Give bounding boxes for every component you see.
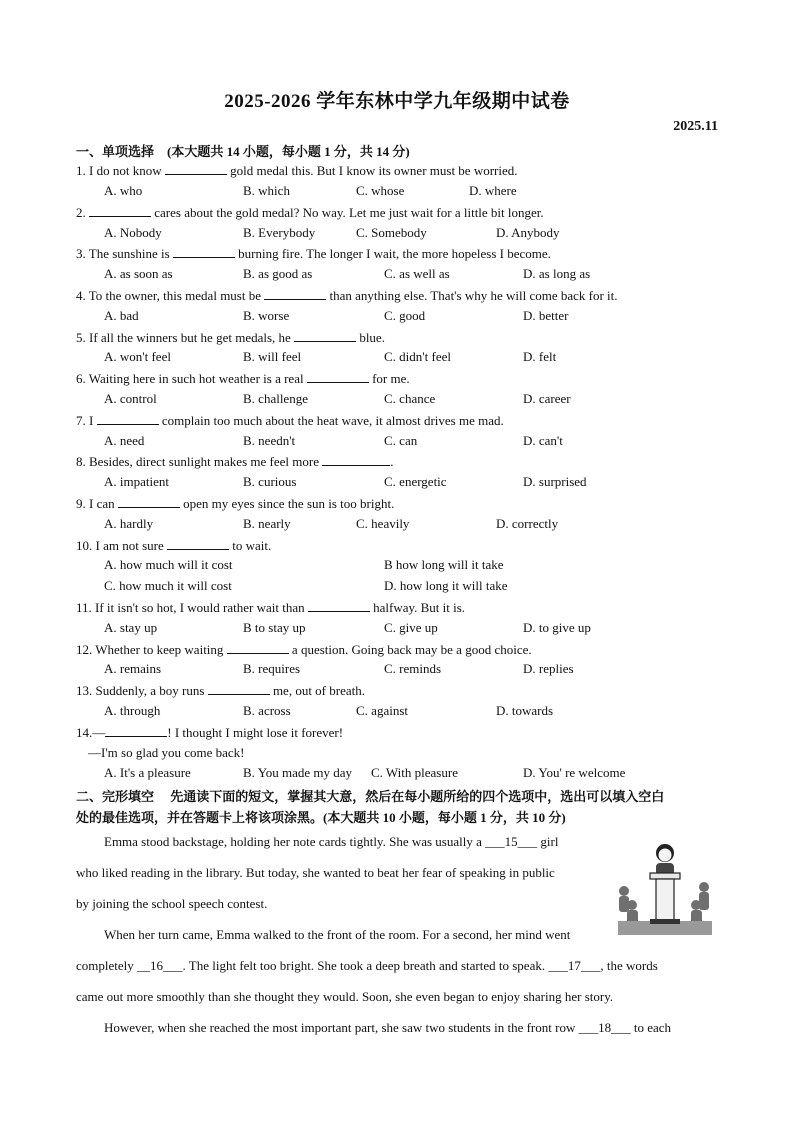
option-c: C. reminds — [384, 661, 442, 676]
option-d: D. Anybody — [496, 225, 560, 240]
question-stem: 6. Waiting here in such hot weather is a real — [76, 371, 304, 386]
passage-line: However, when she reached the most important part, she saw two students in the front row ___18___ to each — [104, 1020, 672, 1035]
question-stem: 14.— — [76, 725, 106, 740]
section-1-heading — [76, 141, 410, 160]
option-b: B. requires — [243, 661, 301, 676]
passage-line: by joining the school speech contest. — [76, 896, 268, 911]
option-b: B. challenge — [243, 391, 308, 406]
question-stem: 3. The sunshine is — [76, 246, 170, 261]
option-b: B. will feel — [243, 349, 302, 364]
passage-line: When her turn came, Emma walked to the front of the room. For a second, her mind went — [104, 927, 571, 942]
option-c: C. With pleasure — [371, 765, 458, 780]
answer-blank — [89, 204, 151, 217]
question-stem: blue. — [359, 330, 385, 345]
question-stem: 12. Whether to keep waiting — [76, 642, 224, 657]
option-c: C. didn't feel — [384, 349, 451, 364]
option-b: B. as good as — [243, 266, 313, 281]
option-b: B. You made my day — [243, 765, 353, 780]
answer-blank — [294, 329, 356, 342]
option-a: A. control — [104, 391, 157, 406]
question-stem: me, out of breath. — [272, 683, 365, 698]
option-a: A. who — [104, 183, 143, 198]
passage-line: who liked reading in the library. But today, she wanted to beat her fear of speaking in public — [76, 865, 555, 880]
option-d: D. correctly — [496, 516, 559, 531]
question-stem: 2. — [76, 205, 86, 220]
option-b: B. which — [243, 183, 290, 198]
question-stem: . — [390, 454, 394, 469]
option-d: D. career — [523, 391, 571, 406]
exam-date: 2025.11 — [673, 119, 718, 134]
question-8 — [76, 453, 393, 470]
option-d: D. towards — [496, 703, 554, 718]
option-b: B. curious — [243, 474, 297, 489]
question-4 — [76, 287, 618, 304]
option-c: C. whose — [356, 183, 405, 198]
option-b: B. nearly — [243, 516, 291, 531]
option-c: C. good — [384, 308, 426, 323]
question-stem: 9. I can — [76, 496, 115, 511]
option-c: C. give up — [384, 620, 438, 635]
option-b: B how long will it take — [384, 557, 504, 572]
section-2-info-line1: 先通读下面的短文，掌握其大意，然后在每小题所给的四个选项中，选出可以填入空白 — [170, 789, 665, 804]
option-c: C. Somebody — [356, 225, 427, 240]
option-a: A. Nobody — [104, 225, 162, 240]
option-d: D. can't — [523, 433, 563, 448]
option-a: A. impatient — [104, 474, 169, 489]
question-stem: 8. Besides, direct sunlight makes me feel more — [76, 454, 319, 469]
option-c: C. heavily — [356, 516, 410, 531]
question-stem: 5. If all the winners but he get medals, he — [76, 330, 291, 345]
option-d: D. surprised — [523, 474, 587, 489]
question-stem: 1. I do not know — [76, 163, 162, 178]
question-stem: complain too much about the heat wave, it almost drives me mad. — [161, 413, 504, 428]
option-c: C. chance — [384, 391, 436, 406]
answer-blank — [173, 245, 235, 258]
question-10 — [76, 537, 271, 554]
option-a: A. It's a pleasure — [104, 765, 191, 780]
exam-title: 2025-2026 学年东林中学九年级期中试卷 — [224, 91, 570, 112]
question-stem: 7. I — [76, 413, 94, 428]
question-13 — [76, 682, 365, 699]
section-2-info-line2: 处的最佳选项，并在答题卡上将该项涂黑。(本大题共 10 小题，每小题 1 分，共 10 分) — [76, 810, 566, 825]
option-a: A. need — [104, 433, 145, 448]
question-stem: burning fire. The longer I wait, the more hopeless I become. — [238, 246, 551, 261]
passage-line: Emma stood backstage, holding her note cards tightly. She was usually a ___15___ girl — [104, 834, 559, 849]
section-2-heading — [76, 786, 664, 805]
option-c: C. as well as — [384, 266, 450, 281]
section-2-label: 二、完形填空 — [76, 789, 155, 804]
option-a: A. won't feel — [104, 349, 171, 364]
option-b: B. Everybody — [243, 225, 316, 240]
answer-blank — [264, 287, 326, 300]
option-c: C. against — [356, 703, 408, 718]
answer-blank — [227, 641, 289, 654]
question-stem: 10. I am not sure — [76, 538, 164, 553]
option-d: D. replies — [523, 661, 574, 676]
question-3 — [76, 245, 551, 262]
option-d: D. to give up — [523, 620, 591, 635]
question-2 — [76, 204, 544, 221]
question-stem: than anything else. That's why he will come back for it. — [329, 288, 618, 303]
passage-line: completely __16___. The light felt too bright. She took a deep breath and started to speak. ___17___, the words — [76, 958, 658, 973]
answer-blank — [167, 537, 229, 550]
question-stem: to wait. — [232, 538, 272, 553]
question-stem: a question. Going back may be a good choice. — [291, 642, 532, 657]
answer-blank — [307, 370, 369, 383]
answer-blank — [105, 724, 167, 737]
option-c: C. energetic — [384, 474, 447, 489]
answer-blank — [322, 453, 390, 466]
answer-blank — [118, 495, 180, 508]
question-14 — [76, 724, 343, 741]
question-11 — [76, 599, 465, 616]
option-d: D. where — [469, 183, 517, 198]
question-14-reply: —I'm so glad you come back! — [88, 745, 245, 760]
answer-blank — [308, 599, 370, 612]
question-1 — [76, 162, 518, 179]
answer-blank — [97, 412, 159, 425]
question-stem: gold medal this. But I know its owner must be worried. — [230, 163, 518, 178]
option-b: B. needn't — [243, 433, 296, 448]
passage-line: came out more smoothly than she thought they would. Soon, she even began to enjoy sharing her story. — [76, 989, 614, 1004]
question-12 — [76, 641, 532, 658]
option-d: D. You' re welcome — [523, 765, 626, 780]
question-9 — [76, 495, 394, 512]
question-stem: 4. To the owner, this medal must be — [76, 288, 261, 303]
question-stem: cares about the gold medal? No way. Let me just wait for a little bit longer. — [154, 205, 544, 220]
question-stem: 11. If it isn't so hot, I would rather wait than — [76, 600, 305, 615]
option-a: A. as soon as — [104, 266, 173, 281]
question-stem: halfway. But it is. — [373, 600, 466, 615]
option-b: B. across — [243, 703, 291, 718]
answer-blank — [165, 162, 227, 175]
option-a: A. how much will it cost — [104, 557, 233, 572]
question-6 — [76, 370, 410, 387]
option-d: D. felt — [523, 349, 557, 364]
option-d: D. as long as — [523, 266, 591, 281]
option-b: B to stay up — [243, 620, 306, 635]
question-5 — [76, 329, 385, 346]
option-a: A. hardly — [104, 516, 154, 531]
option-a: A. remains — [104, 661, 162, 676]
option-a: A. through — [104, 703, 161, 718]
question-stem: ! I thought I might lose it forever! — [167, 725, 344, 740]
option-d: D. better — [523, 308, 569, 323]
girl-at-podium-picture — [618, 835, 712, 935]
option-a: A. bad — [104, 308, 139, 323]
answer-blank — [208, 682, 270, 695]
question-7 — [76, 412, 504, 429]
section-1-info: (本大题共 14 小题，每小题 1 分，共 14 分) — [167, 144, 410, 159]
option-d: D. how long it will take — [384, 578, 508, 593]
section-1-label: 一、单项选择 — [76, 144, 155, 159]
question-stem: open my eyes since the sun is too bright. — [183, 496, 395, 511]
option-b: B. worse — [243, 308, 290, 323]
question-stem: for me. — [372, 371, 410, 386]
option-c: C. how much it will cost — [104, 578, 232, 593]
option-c: C. can — [384, 433, 418, 448]
question-stem: 13. Suddenly, a boy runs — [76, 683, 205, 698]
option-a: A. stay up — [104, 620, 158, 635]
section-2-heading-cont — [76, 807, 566, 826]
